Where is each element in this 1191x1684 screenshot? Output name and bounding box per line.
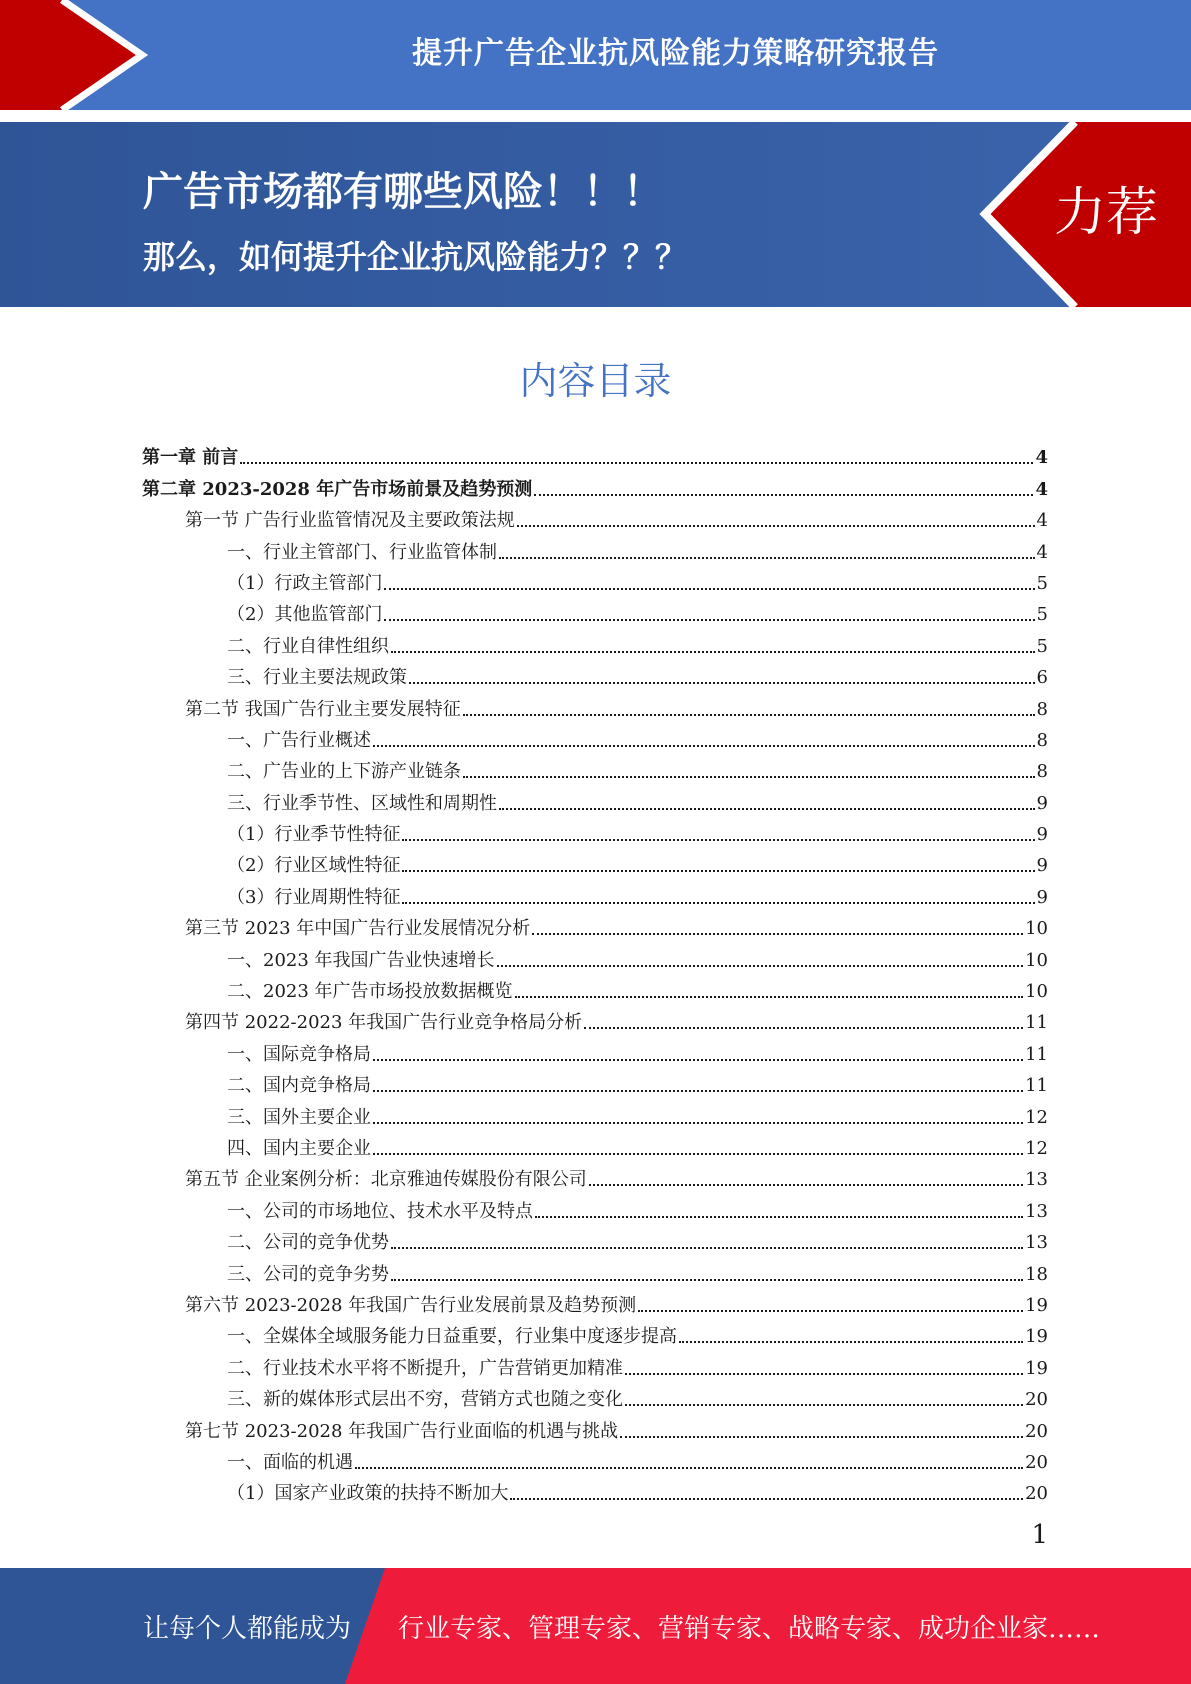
toc-entry-page: 19 <box>1025 1294 1048 1316</box>
toc-entry-page: 20 <box>1025 1451 1048 1473</box>
toc-entry[interactable] <box>142 1034 1048 1065</box>
toc-entry[interactable] <box>142 1443 1048 1474</box>
toc-entry[interactable] <box>142 940 1048 971</box>
toc-entry[interactable] <box>142 1160 1048 1191</box>
toc-entry-page: 13 <box>1025 1200 1048 1222</box>
toc-entry-page: 4 <box>1036 510 1048 532</box>
toc-dot-leader <box>589 1184 1023 1186</box>
toc-entry-label: 第七节 2023-2028 年我国广告行业面临的机遇与挑战 <box>185 1420 619 1442</box>
toc-entry-page: 20 <box>1025 1483 1048 1505</box>
toc-entry[interactable] <box>142 1191 1048 1222</box>
toc-dot-leader <box>384 619 1034 621</box>
footer-slogan-roles: 行业专家、管理专家、营销专家、战略专家、成功企业家…… <box>398 1613 1101 1644</box>
toc-entry[interactable] <box>142 438 1048 469</box>
toc-entry-page: 12 <box>1025 1137 1048 1159</box>
toc-dot-leader <box>391 1279 1023 1281</box>
toc-entry-label: 二、国内竞争格局 <box>227 1075 371 1097</box>
toc-entry-page: 10 <box>1025 949 1048 971</box>
toc-entry-page: 5 <box>1036 604 1048 626</box>
toc-dot-leader <box>534 494 1033 496</box>
toc-entry-page: 13 <box>1025 1169 1048 1191</box>
toc-dot-leader <box>402 902 1034 904</box>
toc-dot-leader <box>497 965 1024 967</box>
toc-entry-label: （1）国家产业政策的扶持不断加大 <box>227 1483 509 1505</box>
toc-entry[interactable] <box>142 1317 1048 1348</box>
toc-dot-leader <box>402 839 1034 841</box>
toc-dot-leader <box>679 1341 1023 1343</box>
toc-dot-leader <box>515 996 1024 998</box>
toc-entry-label: 一、国际竞争格局 <box>227 1043 371 1065</box>
toc-entry-label: 一、广告行业概述 <box>227 729 371 751</box>
toc-dot-leader <box>391 1247 1023 1249</box>
toc-entry-page: 4 <box>1035 447 1048 469</box>
toc-dot-leader <box>409 682 1035 684</box>
toc-entry[interactable] <box>142 689 1048 720</box>
toc-entry[interactable] <box>142 815 1048 846</box>
toc-dot-leader <box>373 1090 1023 1092</box>
toc-entry-page: 10 <box>1025 918 1048 940</box>
toc-entry[interactable] <box>142 595 1048 626</box>
toc-entry-label: 一、公司的市场地位、技术水平及特点 <box>227 1200 533 1222</box>
toc-entry-label: （1）行政主管部门 <box>227 572 383 594</box>
toc-entry-page: 19 <box>1025 1357 1048 1379</box>
toc-dot-leader <box>499 557 1035 559</box>
toc-entry-label: 一、面临的机遇 <box>227 1451 353 1473</box>
toc-entry[interactable] <box>142 626 1048 657</box>
toc-entry[interactable] <box>142 752 1048 783</box>
toc-entry[interactable] <box>142 1254 1048 1285</box>
toc-entry[interactable] <box>142 972 1048 1003</box>
toc-dot-leader <box>625 1373 1023 1375</box>
toc-entry[interactable] <box>142 1348 1048 1379</box>
toc-entry[interactable] <box>142 469 1048 500</box>
toc-dot-leader <box>638 1310 1023 1312</box>
toc-entry-page: 10 <box>1025 981 1048 1003</box>
toc-entry-page: 8 <box>1036 698 1048 720</box>
toc-entry-label: （2）其他监管部门 <box>227 604 383 626</box>
toc-dot-leader <box>391 651 1035 653</box>
toc-entry-label: 四、国内主要企业 <box>227 1137 371 1159</box>
toc-dot-leader <box>373 1122 1023 1124</box>
toc-dot-leader <box>535 1216 1023 1218</box>
toc-entry[interactable] <box>142 1223 1048 1254</box>
toc-entry[interactable] <box>142 877 1048 908</box>
toc-dot-leader <box>384 588 1034 590</box>
page-number: 1 <box>1031 1520 1048 1550</box>
red-chevron-decoration <box>0 0 160 110</box>
toc-entry-label: （2）行业区域性特征 <box>227 855 401 877</box>
recommend-badge: 力荐 <box>1053 182 1158 243</box>
toc-entry-label: 二、2023 年广告市场投放数据概览 <box>227 981 513 1003</box>
toc-entry-label: （3）行业周期性特征 <box>227 886 401 908</box>
toc-entry-label: 三、行业主要法规政策 <box>227 667 407 689</box>
toc-dot-leader <box>355 1467 1023 1469</box>
toc-entry[interactable] <box>142 783 1048 814</box>
toc-entry-page: 9 <box>1036 792 1048 814</box>
toc-entry[interactable] <box>142 1066 1048 1097</box>
toc-dot-leader <box>463 714 1035 716</box>
toc-entry-label: 第一节 广告行业监管情况及主要政策法规 <box>185 510 515 532</box>
toc-entry-page: 5 <box>1036 635 1048 657</box>
toc-entry-page: 13 <box>1025 1232 1048 1254</box>
toc-heading: 内容目录 <box>519 359 672 403</box>
toc-entry-page: 5 <box>1036 572 1048 594</box>
toc-entry[interactable] <box>142 846 1048 877</box>
toc-dot-leader <box>532 933 1023 935</box>
footer-slogan-lead: 让每个人都能成为 <box>143 1613 352 1644</box>
hero-headline: 广告市场都有哪些风险！！！ <box>143 169 663 215</box>
toc-entry-label: （1）行业季节性特征 <box>227 824 401 846</box>
toc-entry-page: 9 <box>1036 886 1048 908</box>
toc-entry-page: 20 <box>1025 1420 1048 1442</box>
toc-entry-label: 第二章 2023-2028 年广告市场前景及趋势预测 <box>142 478 533 500</box>
toc-entry[interactable] <box>142 1003 1048 1034</box>
toc-dot-leader <box>402 870 1034 872</box>
toc-entry-page: 18 <box>1025 1263 1048 1285</box>
toc-entry[interactable] <box>142 1474 1048 1505</box>
toc-entry[interactable] <box>142 1380 1048 1411</box>
toc-dot-leader <box>620 1436 1023 1438</box>
toc-entry-label: 三、国外主要企业 <box>227 1106 371 1128</box>
toc-entry-page: 6 <box>1036 667 1048 689</box>
hero-subheadline: 那么，如何提升企业抗风险能力？？？ <box>143 238 688 276</box>
toc-dot-leader <box>373 1153 1023 1155</box>
toc-entry-page: 4 <box>1036 541 1048 563</box>
toc-entry-page: 4 <box>1035 478 1048 500</box>
toc-entry-page: 8 <box>1036 761 1048 783</box>
toc-dot-leader <box>625 1404 1023 1406</box>
toc-entry-page: 11 <box>1025 1075 1048 1097</box>
toc-entry-label: 三、公司的竞争劣势 <box>227 1263 389 1285</box>
toc-entry-label: 二、广告业的上下游产业链条 <box>227 761 461 783</box>
toc-dot-leader <box>373 1059 1023 1061</box>
footer-banner <box>0 1568 1191 1684</box>
toc-entry[interactable] <box>142 658 1048 689</box>
toc-entry-page: 9 <box>1036 824 1048 846</box>
toc-entry-label: 第六节 2023-2028 年我国广告行业发展前景及趋势预测 <box>185 1294 637 1316</box>
toc-entry[interactable] <box>142 1286 1048 1317</box>
toc-entry[interactable] <box>142 909 1048 940</box>
toc-entry-label: 一、2023 年我国广告业快速增长 <box>227 949 495 971</box>
toc-entry-label: 一、全媒体全域服务能力日益重要，行业集中度逐步提高 <box>227 1326 677 1348</box>
toc-entry-label: 二、行业技术水平将不断提升，广告营销更加精准 <box>227 1357 623 1379</box>
toc-entry-page: 8 <box>1036 729 1048 751</box>
toc-entry-page: 19 <box>1025 1326 1048 1348</box>
toc-entry-label: 第四节 2022-2023 年我国广告行业竞争格局分析 <box>185 1012 583 1034</box>
toc-entry-label: 第二节 我国广告行业主要发展特征 <box>185 698 461 720</box>
top-banner <box>0 0 1191 110</box>
table-of-contents <box>142 438 1048 1505</box>
toc-dot-leader <box>240 462 1033 464</box>
toc-entry-label: 一、行业主管部门、行业监管体制 <box>227 541 497 563</box>
report-title: 提升广告企业抗风险能力策略研究报告 <box>412 36 939 71</box>
toc-entry[interactable] <box>142 1129 1048 1160</box>
toc-entry-page: 11 <box>1025 1012 1048 1034</box>
toc-entry-page: 12 <box>1025 1106 1048 1128</box>
toc-entry-label: 二、行业自律性组织 <box>227 635 389 657</box>
toc-dot-leader <box>499 808 1035 810</box>
toc-dot-leader <box>517 525 1035 527</box>
toc-entry-page: 9 <box>1036 855 1048 877</box>
toc-dot-leader <box>510 1498 1023 1500</box>
toc-entry-page: 11 <box>1025 1043 1048 1065</box>
toc-entry-label: 第五节 企业案例分析：北京雅迪传媒股份有限公司 <box>185 1169 587 1191</box>
toc-entry[interactable] <box>142 532 1048 563</box>
toc-entry-label: 三、行业季节性、区域性和周期性 <box>227 792 497 814</box>
toc-entry-label: 第三节 2023 年中国广告行业发展情况分析 <box>185 918 531 940</box>
toc-dot-leader <box>584 1027 1023 1029</box>
toc-dot-leader <box>463 776 1035 778</box>
toc-entry[interactable] <box>142 564 1048 595</box>
toc-entry-page: 20 <box>1025 1389 1048 1411</box>
hero-banner <box>0 122 1191 307</box>
toc-entry[interactable] <box>142 721 1048 752</box>
toc-entry-label: 第一章 前言 <box>142 447 239 469</box>
toc-dot-leader <box>373 745 1035 747</box>
toc-entry-label: 三、新的媒体形式层出不穷，营销方式也随之变化 <box>227 1389 623 1411</box>
toc-entry[interactable] <box>142 1411 1048 1442</box>
toc-entry[interactable] <box>142 501 1048 532</box>
toc-entry[interactable] <box>142 1097 1048 1128</box>
toc-entry-label: 二、公司的竞争优势 <box>227 1232 389 1254</box>
